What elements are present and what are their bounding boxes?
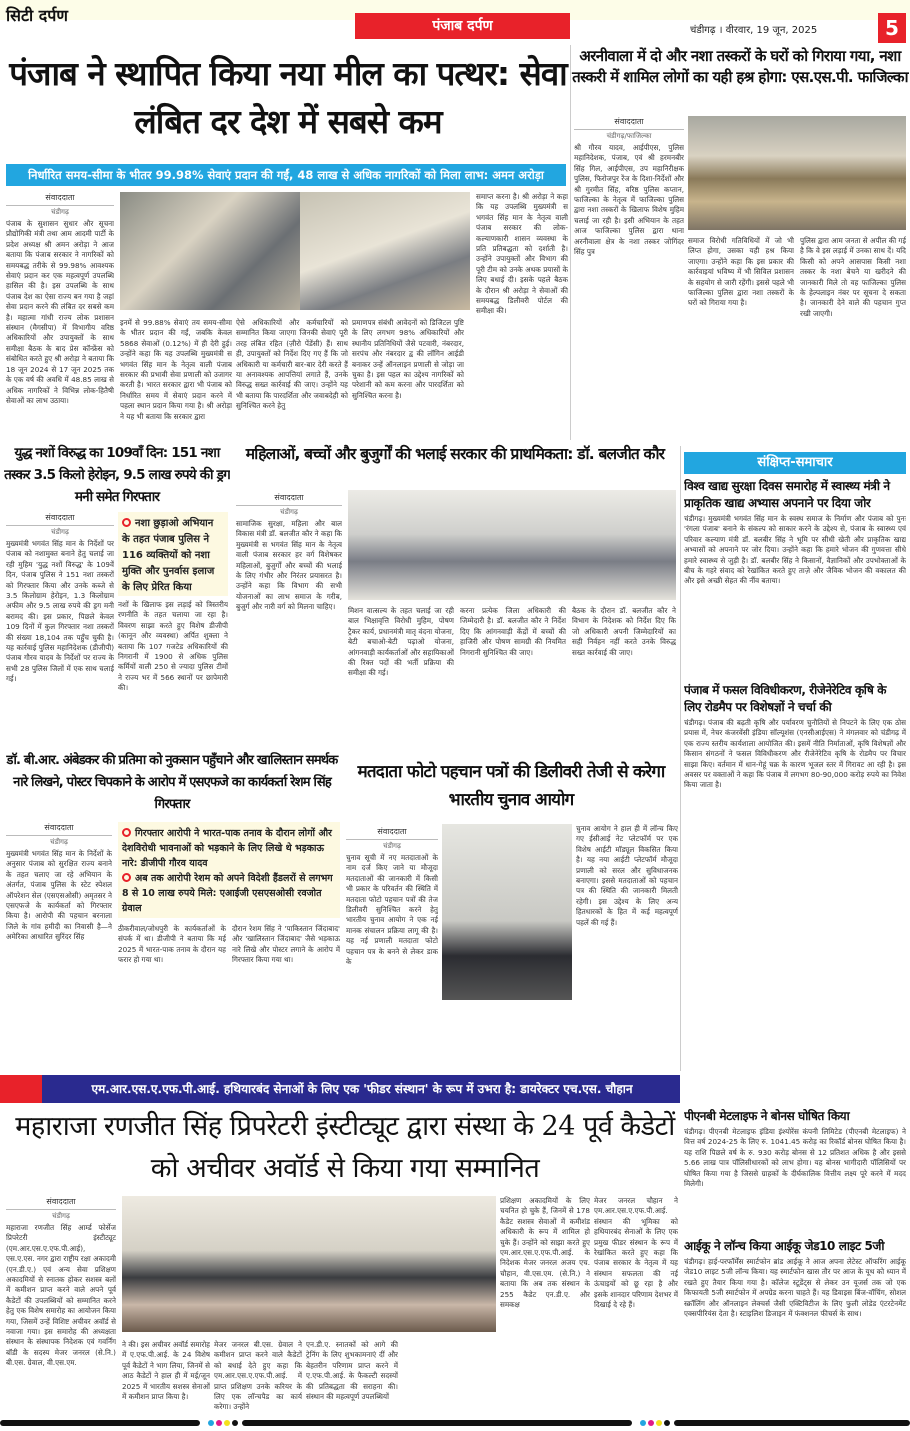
dateline-place: चंडीगढ़ xyxy=(280,508,298,516)
section-title: पंजाब दर्पण xyxy=(355,13,570,39)
right-top-headline: अरनीवाला में दो और नशा तस्करों के घरों को गिराया गया, नशा तस्करी में शामिल लोगों का यही हश्र होगा: एस.एस.पी. फाजिल्का xyxy=(572,47,908,86)
registration-dot xyxy=(224,1420,230,1426)
brief-title: आईकू ने लॉन्च किया आईकू जेड10 लाइट 5जी xyxy=(684,1239,885,1253)
brief-item xyxy=(684,682,906,1022)
newspaper-logo: सिटी दर्पण xyxy=(6,6,68,25)
women-body-col4: बैठक के दौरान डॉ. बलजीत कौर ने विभाग के निदेशक को निर्देश दिए कि जो अधिकारी अपनी जिम्मेदारियों का सही निर्वहन नहीं करते उनके विरुद्ध सख्त कार्रवाई की जाए। xyxy=(572,606,676,657)
election-body: चुनाव सूची में नए मतदाताओं के नाम दर्ज किए जाने या मौजूदा मतदाताओं की जानकारी में किसी भी प्रकार के परिवर्तन की स्थिति में मतदाता फोटो पहचान पत्रों की तेज डिलीवरी सुनिश्चित करने हेतु भारतीय चुनाव आयोग ने एक नई मानक संचालन प्रक्रिया लागू की है। यह नई प्रणाली मतदाता फोटो पहचान पत्र के बनने से लेकर डाक के xyxy=(346,853,438,967)
drug-headline: युद्ध नशों विरुद्ध का 109वाँ दिन: 151 नशा तस्कर 3.5 किलो हेरोइन, 9.5 लाख रुपये की ड्रग मनी समेत गिरफ्तार xyxy=(4,445,230,505)
bottom-photo-award-ceremony xyxy=(122,1196,496,1332)
women-body: सामाजिक सुरक्षा, महिला और बाल विकास मंत्री डॉ. बलजीत कौर ने कहा कि मुख्यमंत्री स भगवंत सिंह मान के नेतृत्व वाली पंजाब सरकार हर वर्ग विशेषकर महिलाओं, बुजुर्गों और बच्चों की भलाई के लिए गंभीर और निरंतर प्रयासरत है। उन्होंने कहा कि विभाग की सभी योजनाओं का लाभ समाज के गरीब, बुजुर्ग और नारी वर्ग को मिलना चाहिए। xyxy=(236,519,342,612)
byline: संवाददाता xyxy=(346,826,438,840)
registration-dot xyxy=(656,1420,662,1426)
registration-dot xyxy=(216,1420,222,1426)
lead-body-col5: समाप्त करना है। श्री अरोड़ा ने कहा कि यह उपलब्धि मुख्यमंत्री स भगवंत सिंह मान के नेतृत्व वाली पंजाब सरकार की लोक-कल्याणकारी शासन व्यवस्था के प्रति प्रतिबद्धता को दर्शाती है। उन्होंने उपायुक्तों और विभाग की पूरी टीम को उनके अथक प्रयासों के लिए बधाई दी। इसके पहले बैठक के दौरान श्री अरोड़ा ने सेवाओं की समयबद्ध डिलीवरी पोर्टल की समीक्षा की। xyxy=(476,192,568,316)
registration-segment xyxy=(242,1420,632,1426)
lead-photo-meeting xyxy=(120,192,300,310)
byline: संवाददाता xyxy=(6,822,112,836)
drug-body: मुख्यमंत्री भगवंत सिंह मान के निर्देशों पर पंजाब को नशामुक्त बनाने हेतु चलाई जा रही मुहिम 'युद्ध नशों विरुद्ध' के 109वें दिन, पंजाब पुलिस ने 151 नशा तस्करों को गिरफ्तार किया और उनके कब्जे से 3.5 किलोग्राम हेरोइन, 1.3 किलोग्राम अफीम और 9.5 लाख रुपये की ड्रग मनी बरामद की। इस प्रकार, पिछले केवल 109 दिनों में कुल गिरफ्तार नशा तस्करों की संख्या 18,104 तक पहुँच चुकी है। यह कार्रवाई पुलिस महानिदेशक (डीजीपी) पंजाब गौरव यादव के निर्देशों पर राज्य के सभी 28 पुलिस जिलों में एक साथ चलाई गई। xyxy=(6,539,114,684)
right-top-body: श्री गौरव यादव, आईपीएस, पुलिस महानिदेशक, पंजाब, एवं श्री हरमनबीर सिंह गिल, आईपीएस, उप महानिरीक्षक पुलिस, फिरोजपुर रेंज के दिशा-निर्देशों और श्री गुरमीत सिंह, वरिष्ठ पुलिस कप्तान, फाजिल्का के नेतृत्व में फाजिल्का पुलिस द्वारा नशा तस्करों के खिलाफ विशेष मुहिम चलाई जा रही है। इसी अभियान के तहत आज फाजिल्का पुलिस द्वारा थाना अरनीवाला क्षेत्र के नशा तस्कर जोगिंदर सिंह पुत्र xyxy=(574,143,684,257)
banner-accent xyxy=(0,1075,42,1103)
brief-item xyxy=(684,1108,906,1232)
registration-dot xyxy=(232,1420,238,1426)
right-top-body-col2: समाज विरोधी गतिविधियों में जो भी लिप्त होगा, उसका यही हश्र किया जाएगा। उन्होंने कहा कि इस प्रकार की कार्रवाइयां भविष्य में भी सिविल प्रशासन के सहयोग से जारी रहेंगी। इससे पहले भी फाजिल्का पुलिस द्वारा नशा तस्करों के घरों को गिराया गया है। xyxy=(688,236,794,308)
registration-dot xyxy=(648,1420,654,1426)
print-registration-bar xyxy=(0,1420,910,1426)
women-body-col3: करना प्रत्येक जिला अधिकारी की जिम्मेदारी है। डॉ. बलजीत कौर ने निर्देश दिए कि आंगनवाड़ी केंद्रों में बच्चों की हाजिरी और पोषण सामग्री की नियमित निगरानी सुनिश्चित की जाए। xyxy=(460,606,566,657)
callout-text: गिरफ्तार आरोपी ने भारत-पाक तनाव के दौरान लोगों और देशविरोधी भावनाओं को भड़काने के लिए लिखे थे भड़काऊ नारे: डीजीपी गौरव यादव xyxy=(122,828,332,869)
callout-item xyxy=(122,871,336,916)
bottom-banner: एम.आर.एस.ए.एफ.पी.आई. हथियारबंद सेनाओं के लिए एक 'फीडर संस्थान' के रूप में उभरा है: डायरेक्टर एच.एस. चौहान xyxy=(0,1075,680,1103)
election-headline: मतदाता फोटो पहचान पत्रों की डिलीवरी तेजी से करेगा भारतीय चुनाव आयोग xyxy=(357,762,665,810)
ambedkar-body-col2: ठीकरीवाल/जोधपुरी के कार्यकर्ताओं के संपर्क में था। डीजीपी ने बताया कि मई 2025 में भारत-पाक तनाव के दौरान यह फरार हो गया था। xyxy=(118,924,226,965)
brief-body: चंडीगढ़। पंजाब की बढ़ती कृषि और पर्यावरण चुनौतियों से निपटने के लिए एक ठोस प्रयास में, नेचर कंजरवेंसी इंडिया सॉल्यूशंस (एनसीआईएस) ने मंगलवार को चंडीगढ़ में एक राज्य स्तरीय कार्यशाला आयोजित की। इसमें नीति निर्माताओं, कृषि विशेषज्ञों और किसान संगठनों ने फसल विविधीकरण और रीजेनेरेटिव कृषि के रोडमैप पर विचार साझा किए। वर्तमान में धान-गेहूं चक्र के कारण भूजल स्तर में गिरावट आ रही है। इस अवसर पर वक्ताओं ने कहा कि पंजाब में लगभग 80-90,000 करोड़ रुपये का निवेश किया जाता है। xyxy=(684,718,906,790)
bottom-body-col3: मेजर जनरल बी.एस. ग्रेवाल ने कमीशन प्राप्त करने वाले कैडेटों को बधाई देते हुए कहा कि एम.आर.एस.ए.एफ.पी.आई. में प्राप्त प्रशिक्षण उनके करियर के लिए एक लॉन्चपैड का कार्य करेगा। उन्होंने xyxy=(214,1340,302,1412)
registration-dot xyxy=(664,1420,670,1426)
byline: संवाददाता xyxy=(236,492,342,506)
lead-body-col3: ऐसे अधिकारियों और कर्मचारियों को सम्मानित किया जाएगा जिनकी सेवाएं पूरी तरह लंबित रहित (ज़ीरो पेंडेंसी) हैं। साथ ही, उपायुक्तों को निर्देश दिए गए हैं कि जो अधिकारी या कर्मचारी बार-बार देरी करते हैं या अनावश्यक आपत्तियां लगाते हैं, उनके विरुद्ध सख्त कार्रवाई की जाए। उन्होंने यह भी बताया कि पारदर्शिता और जवाबदेही को सुनिश्चित करने हेतु xyxy=(236,318,348,411)
dateline-place: चंडीगढ़ xyxy=(51,528,69,536)
election-body-col2: चुनाव आयोग ने हाल ही में लॉन्च किए गए ईसीआई नेट प्लेटफॉर्म पर एक विशेष आईटी मॉड्यूल विकसित किया है। यह नया आईटी प्लेटफॉर्म मौजूदा प्रणाली को सरल और सुविधाजनक बनाएगा। इससे मतदाताओं को पहचान पत्र की स्थिति की जानकारी मिलती रहेगी। इस उद्देश्य के लिए अन्य हितधारकों के हित में कई महत्वपूर्ण पहलें की गई हैं। xyxy=(576,824,678,927)
bottom-body-col6: मेजर जनरल चौहान ने एम.आर.एस.ए.एफ.पी.आई. संस्थान की भूमिका को हथियारबंद सेनाओं के लिए एक प्रमुख फीडर संस्थान के रूप में रेखांकित करते हुए कहा कि पंजाब सरकार के नेतृत्व में यह संस्थान सफलता की नई ऊंचाइयों को छू रहा है और इसके शानदार परिणाम देशभर में दिखाई दे रहे हैं। xyxy=(594,1196,678,1310)
byline: संवाददाता xyxy=(574,116,684,130)
byline: संवाददाता xyxy=(6,1196,116,1210)
bullet-icon xyxy=(122,828,131,837)
bullet-icon xyxy=(122,518,131,527)
women-column-1 xyxy=(236,492,342,749)
brief-body: चंडीगढ़। मुख्यमंत्री भगवंत सिंह मान के स्वस्थ समाज के निर्माण और पंजाब को पुनः 'रंगला पंजाब' बनाने के संकल्प को साकार करने के उद्देश्य से, पंजाब के स्वास्थ्य एवं परिवार कल्याण मंत्री डॉ. बलबीर सिंह ने भूमि पर सीधी खेती और प्राकृतिक खाद्य अभ्यासों को अपनाने पर जोर दिया। उन्होंने कहा कि हमारे भोजन की गुणवत्ता सीधे हमारे स्वास्थ्य से जुड़ी है। डॉ. बलबीर सिंह ने किसानों, वैज्ञानिकों और उपभोक्ताओं के बीच के गहरे संवाद को रेखांकित करते हुए ताज़े और जैविक भोजन की वकालत की और इसे अच्छी सेहत की नींव बताया। xyxy=(684,514,906,586)
bottom-body: महाराजा रणजीत सिंह आर्म्ड फोर्सेज प्रिपरेटरी इंस्टीट्यूट (एम.आर.एस.ए.एफ.पी.आई), एस.ए.एस. नगर द्वारा राष्ट्रीय रक्षा अकादमी (एन.डी.ए.) एवं अन्य सेवा प्रशिक्षण अकादमियों से स्नातक होकर सशस्त्र बलों में कमीशन प्राप्त करने वाले अपने पूर्व कैडेटों की उपलब्धियों को सम्मानित करने हेतु एक विशेष समारोह का आयोजन किया गया, जिसमें उन्हें विशिष्ट अचीवर अवॉर्ड से नवाजा गया। इस समारोह की अध्यक्षता संस्थान के संस्थापक निदेशक एवं गवर्निंग बॉडी के सदस्य मेजर जनरल (से.नि.) बी.एस. ग्रेवाल, वी.एस.एम. xyxy=(6,1223,116,1368)
dateline-place: चंडीगढ़/फाजिल्का xyxy=(606,132,652,140)
byline: संवाददाता xyxy=(6,192,114,206)
drug-column-1 xyxy=(6,512,114,757)
women-headline: महिलाओं, बच्चों और बुजुर्गों की भलाई सरकार की प्राथमिकता: डॉ. बलजीत कौर xyxy=(245,445,665,463)
ambedkar-column-1 xyxy=(6,822,112,1071)
bullet-icon xyxy=(122,873,131,882)
lead-column-1 xyxy=(6,192,114,447)
bottom-body-col5: प्रशिक्षण अकादमियों के लिए चयनित हो चुके हैं, जिनमें से 178 कैडेट सशस्त्र सेवाओं में कमीशंड अधिकारी के रूप में शामिल हो चुके हैं। उन्होंने को साझा करते हुए एम.आर.एस.ए.एफ.पी.आई. के निदेशक मेजर जनरल अजय एच. चौहान, वी.एस.एम. (से.नि.) ने बताया कि अब तक संस्थान के 255 कैडेट एन.डी.ए. और समकक्ष xyxy=(500,1196,590,1310)
right-top-body-col3: पुलिस द्वारा आम जनता से अपील की गई है कि वे इस लड़ाई में उनका साथ दें। यदि किसी को अपने आसपास किसी नशा तस्कर के नशा बेचने या खरीदने की जानकारी मिले तो वह फाजिल्का पुलिस के हेल्पलाइन नंबर पर सूचना दे सकता है। जानकारी देने वाले की पहचान गुप्त रखी जाएगी। xyxy=(800,236,906,318)
ambedkar-callout xyxy=(118,822,340,918)
registration-segment xyxy=(674,1420,910,1426)
callout-text: अब तक आरोपी रेशम को अपने विदेशी हैंडलरों से लगभग 8 से 10 लाख रुपये मिले: एआईजी एसएसओसी रवजोत ग्रेवाल xyxy=(122,873,333,914)
right-top-photo-police xyxy=(688,116,906,230)
women-body-col2: मिशन वात्सल्य के तहत चलाई जा रही बाल भिक्षावृत्ति विरोधी मुहिम, पोषण ट्रैकर कार्य, प्रधानमंत्री मातृ वंदना योजना, बेटी बचाओ-बेटी पढ़ाओ योजना, आंगनवाड़ी कार्यकर्ताओं और सहायिकाओं की रिक्त पदों की भर्ती प्रक्रिया की समीक्षा की गई। xyxy=(348,606,454,678)
lead-body-col2: इनमें से 99.88% सेवाएं तय समय-सीमा के भीतर प्रदान की गईं, जबकि केवल 5868 सेवाओं (0.12%) में ही देरी हुई। उन्होंने कहा कि यह उपलब्धि मुख्यमंत्री स भगवंत सिंह मान के नेतृत्व वाली पंजाब सरकार की प्रभावी सेवा प्रणाली को उजागर करती है। भारत सरकार द्वारा भी पंजाब को निर्धारित समय में सेवाएं प्रदान करने में पहला स्थान प्रदान किया गया है। श्री अरोड़ा ने यह भी बताया कि सरकार द्वारा xyxy=(120,318,232,421)
briefs-header: संक्षिप्त-समाचार xyxy=(684,452,906,474)
right-top-column-1 xyxy=(574,116,684,443)
callout-text: नशा छुड़ाओ अभियान के तहत पंजाब पुलिस ने 116 व्यक्तियों को नशा मुक्ति और पुनर्वास इलाज के लिए प्रेरित किया xyxy=(122,518,215,593)
brief-title: विश्व खाद्य सुरक्षा दिवस समारोह में स्वास्थ्य मंत्री ने प्राकृतिक खाद्य अभ्यास अपनाने पर दिया जोर xyxy=(684,479,890,510)
brief-title: पंजाब में फसल विविधीकरण, रीजेनेरेटिव कृषि के लिए रोडमैप पर विशेषज्ञों ने चर्चा की xyxy=(684,683,887,714)
election-column-1 xyxy=(346,826,438,1071)
ambedkar-body: मुख्यमंत्री भगवंत सिंह मान के निर्देशों के अनुसार पंजाब को सुरक्षित राज्य बनाने के तहत चलाए जा रहे अभियान के अंतर्गत, पंजाब पुलिस के स्टेट स्पेशल ऑपरेशन सेल (एसएसओसी) अमृतसर ने एसएफजे के कार्यकर्ता को गिरफ्तार किया है। आरोपी की पहचान बरनाला जिले के गांव हमीदी का निवासी है—ने अमेरिका आधारित सुरिंदर सिंह xyxy=(6,849,112,942)
ambedkar-headline: डॉ. बी.आर. अंबेडकर की प्रतिमा को नुकसान पहुँचाने और खालिस्तान समर्थक नारे लिखने, पोस्टर चिपकाने के आरोप में एसएफजे का कार्यकर्ता रेशम सिंह गिरफ्तार xyxy=(6,753,338,812)
bottom-body-col2: ने की। इस अचीवर अवॉर्ड समारोह में ए.एफ.पी.आई. के 24 विशेष पूर्व कैडेटों ने भाग लिया, जिनमें से आठ कैडेटों ने हाल ही में मई/जून 2025 में भारतीय सशस्त्र सेनाओं में कमीशन प्राप्त किया है। xyxy=(122,1340,210,1402)
registration-dot xyxy=(208,1420,214,1426)
election-photo-speaker xyxy=(442,824,572,1000)
drug-body-col2: नशों के खिलाफ इस लड़ाई को त्रिस्तरीय रणनीति के तहत चलाया जा रहा है। विवरण साझा करते हुए विशेष डीजीपी (कानून और व्यवस्था) अर्पित शुक्ला ने बताया कि 107 गजटेड अधिकारियों की निगरानी में 1900 से अधिक पुलिस कर्मियों वाली 250 से ज्यादा पुलिस टीमों ने राज्य भर में 566 स्थानों पर छापेमारी की। xyxy=(118,600,228,693)
column-divider xyxy=(680,446,681,1071)
bottom-headline: महाराजा रणजीत सिंह प्रिपरेटरी इंस्टीट्यूट द्वारा संस्था के 24 पूर्व कैडेटों को अचीवर अवॉर्ड से किया गया सम्मानित xyxy=(15,1111,675,1184)
registration-segment xyxy=(0,1420,200,1426)
ambedkar-body-col3: दौरान रेशम सिंह ने 'पाकिस्तान जिंदाबाद' और 'खालिस्तान जिंदाबाद' जैसे भड़काऊ नारे लिखे और पोस्टर लगाने के आरोप में गिरफ्तार किया गया था। xyxy=(232,924,340,965)
registration-dot xyxy=(640,1420,646,1426)
drug-callout xyxy=(118,512,228,596)
brief-title: पीएनबी मेटलाइफ ने बोनस घोषित किया xyxy=(684,1109,850,1123)
dateline-place: चंडीगढ़ xyxy=(50,838,68,846)
page-number: 5 xyxy=(878,13,906,43)
dateline-place: चंडीगढ़ xyxy=(383,842,401,850)
brief-body: चंडीगढ़। हाई-परफॉर्मेंस स्मार्टफोन ब्रांड आईकू ने आज अपना लेटेस्ट ऑफरिंग आईकू जेड10 लाइट 5जी लॉन्च किया। यह स्मार्टफोन खास तौर पर आज के यूथ को ध्यान में रखते हुए तैयार किया गया है। कॉलेज स्टूडेंट्स से लेकर उन यूजर्स तक जो एक किफायती 5जी स्मार्टफोन में अपग्रेड करना चाहते हैं। यह डिवाइस बिंज-वॉचिंग, सोशल स्क्रॉलिंग और ऑनलाइन लेक्चर्स जैसी एक्टिविटीज के लिए फुली लोडेड एंटरटेनमेंट एक्सपीरियंस देता है। स्टाइलिश डिजाइन में फंक्शनल फीचर्स के साथ। xyxy=(684,1257,906,1319)
column-divider xyxy=(570,45,571,440)
dateline-place: चंडीगढ़ xyxy=(52,1212,70,1220)
brief-body: चंडीगढ़। पीएनबी मेटलाइफ इंडिया इंश्योरेंस कंपनी लिमिटेड (पीएनबी मेटलाइफ) ने वित्त वर्ष 2024-25 के लिए रु. 1041.45 करोड़ का रिकॉर्ड बोनस घोषित किया है। यह राशि पिछले वर्ष के रु. 930 करोड़ बोनस से 12 प्रतिशत अधिक है और इससे 5.66 लाख पात्र पॉलिसीधारकों को लाभ होगा। यह बोनस भागीदारी पॉलिसियों पर घोषित किया गया है जिससे ग्राहकों के दीर्घकालिक वित्तीय लक्ष्य पूरे करने में मदद मिलेगी। xyxy=(684,1127,906,1189)
women-photo-meeting xyxy=(348,490,676,600)
dateline: चंडीगढ़ । वीरवार, 19 जून, 2025 xyxy=(690,25,818,36)
lead-headline: पंजाब ने स्थापित किया नया मील का पत्थर: सेवा लंबित दर देश में सबसे कम xyxy=(9,54,567,141)
brief-item xyxy=(684,478,906,676)
byline: संवाददाता xyxy=(6,512,114,526)
bottom-body-col4: एन.डी.ए. स्नातकों को आगे की ट्रेनिंग के लिए शुभकामनाएं दीं और बेहतरीन परिणाम प्राप्त करने में ए.एफ.पी.आई. के फैकल्टी सदस्यों की प्रतिबद्धता की सराहना की। संस्थान की महत्वपूर्ण उपलब्धियों xyxy=(306,1340,398,1402)
brief-item xyxy=(684,1238,906,1414)
bottom-column-1 xyxy=(6,1196,116,1419)
dateline-place: चंडीगढ़ xyxy=(51,208,69,216)
callout-item xyxy=(122,826,336,871)
lead-body-col4: प्रमाणपत्र संबंधी आवेदनों को डिजिटल पुष्टि के लिए लगभग 98% अधिकारियों और स्थानीय प्रतिनिधियों जैसे पटवारी, नंबरदार, सरपंच और नंबरदार द्व की लॉगिन आईडी बनाकर उन्हें ऑनलाइन प्रणाली से जोड़ा जा चुका है। इस पहल का उद्देश्य नागरिकों को परेशानी को कम करना और पारदर्शिता को सुनिश्चित करना है। xyxy=(352,318,464,400)
lead-strap: निर्धारित समय-सीमा के भीतर 99.98% सेवाएं प्रदान की गईं, 48 लाख से अधिक नागरिकों को मिला लाभ: अमन अरोड़ा xyxy=(6,164,566,186)
lead-body: पंजाब के सुशासन सुधार और सूचना प्रौद्योगिकी मंत्री तथा आम आदमी पार्टी के प्रदेश अध्यक्ष श्री अमन अरोड़ा ने आज बताया कि पंजाब सरकार ने नागरिकों को समयबद्ध तरीके से 99.98% आवश्यक सेवाएं प्रदान कर एक महत्वपूर्ण उपलब्धि हासिल की है। इस उपलब्धि के साथ पंजाब देश का ऐसा राज्य बन गया है जहां सेवा प्रदान करने की लंबित दर सबसे कम है। महात्मा गांधी राज्य लोक प्रशासन संस्थान (मैगसीपा) में विभागीय वरिष्ठ अधिकारियों और उपायुक्तों के साथ समीक्षा बैठक के बाद प्रेस कॉन्फ्रेंस को संबोधित करते हुए श्री अरोड़ा ने बताया कि 18 जून 2024 से 17 जून 2025 तक के एक वर्ष की अवधि में 48.85 लाख से अधिक नागरिकों ने विभिन्न लोक-हितैषी सेवाओं का लाभ उठाया। xyxy=(6,219,114,405)
lead-photo-2 xyxy=(300,192,470,310)
